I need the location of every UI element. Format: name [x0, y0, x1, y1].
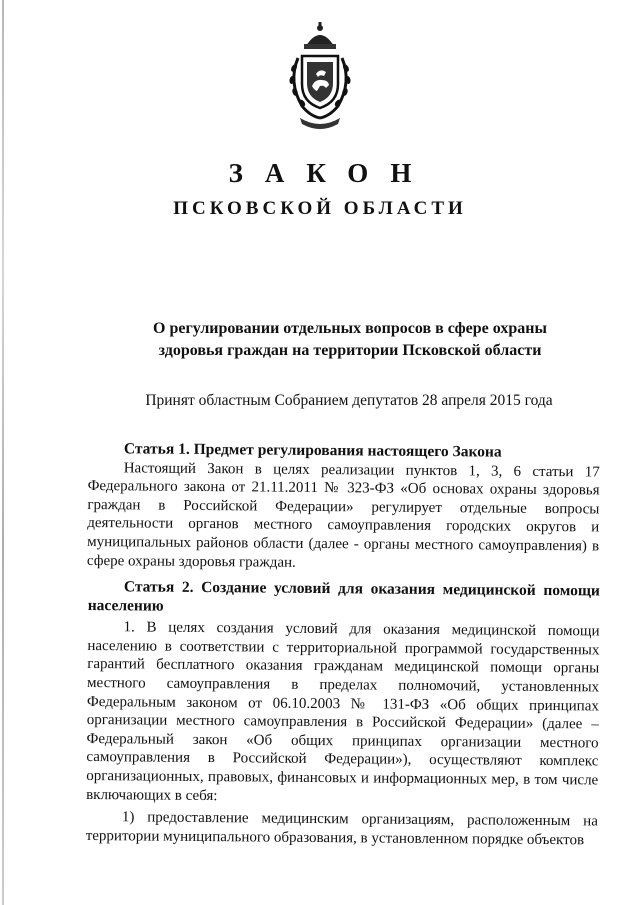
article-2-heading: Статья 2. Создание условий для оказания медицинской помощи населению — [87, 578, 600, 615]
scan-edge — [2, 0, 4, 905]
pskov-coat-of-arms-icon — [282, 22, 358, 134]
article-2 — [86, 578, 600, 850]
adoption-note: Принят областным Собранием депутатов 28 апреля 2015 года — [145, 392, 553, 409]
article-2-item-1: 1) предоставление медицинским организациям, расположенным на территории муниципального образования, в установленном порядке объектов — [85, 809, 598, 849]
article-1-heading: Статья 1. Предмет регулирования настоящего Закона — [123, 440, 502, 461]
article-1 — [87, 440, 600, 575]
law-heading: ЗАКОН — [228, 158, 434, 188]
article-1-text: Настоящий Закон в целях реализации пунктов 1, 3, 6 статьи 17 Федерального закона от 21.11.2011 № 323-ФЗ «Об основах охраны здоровья граждан в Российской Федерации» регулирует отдельные вопросы деятельности органов местного самоуправления городских округов и муниципальных районов области (далее - органы местного самоуправления) в сфере охраны здоровья граждан. — [86, 459, 600, 571]
law-region: ПСКОВСКОЙ ОБЛАСТИ — [173, 198, 467, 219]
article-2-paragraph-1: 1. В целях создания условий для оказания медицинской помощи населению в соответствии с территориальной программой государственных гарантий бесплатного оказания гражданам медицинской помощи органы местного самоуправления в пределах полномочий, установленных Федеральным законом от 06.10.2003 № 131-ФЗ «Об общих принципах организации местного самоуправления в Российской Федерации» (далее – Федеральный закон «Об общих принципах организации местного самоуправления в Российской Федерации»), осуществляют комплекс организационных, правовых, финансовых и информационных мер, в том числе включающих в себя: — [86, 619, 600, 804]
law-title: О регулировании отдельных вопросов в сфере охраны здоровья граждан на территории Псковской области — [153, 320, 547, 359]
